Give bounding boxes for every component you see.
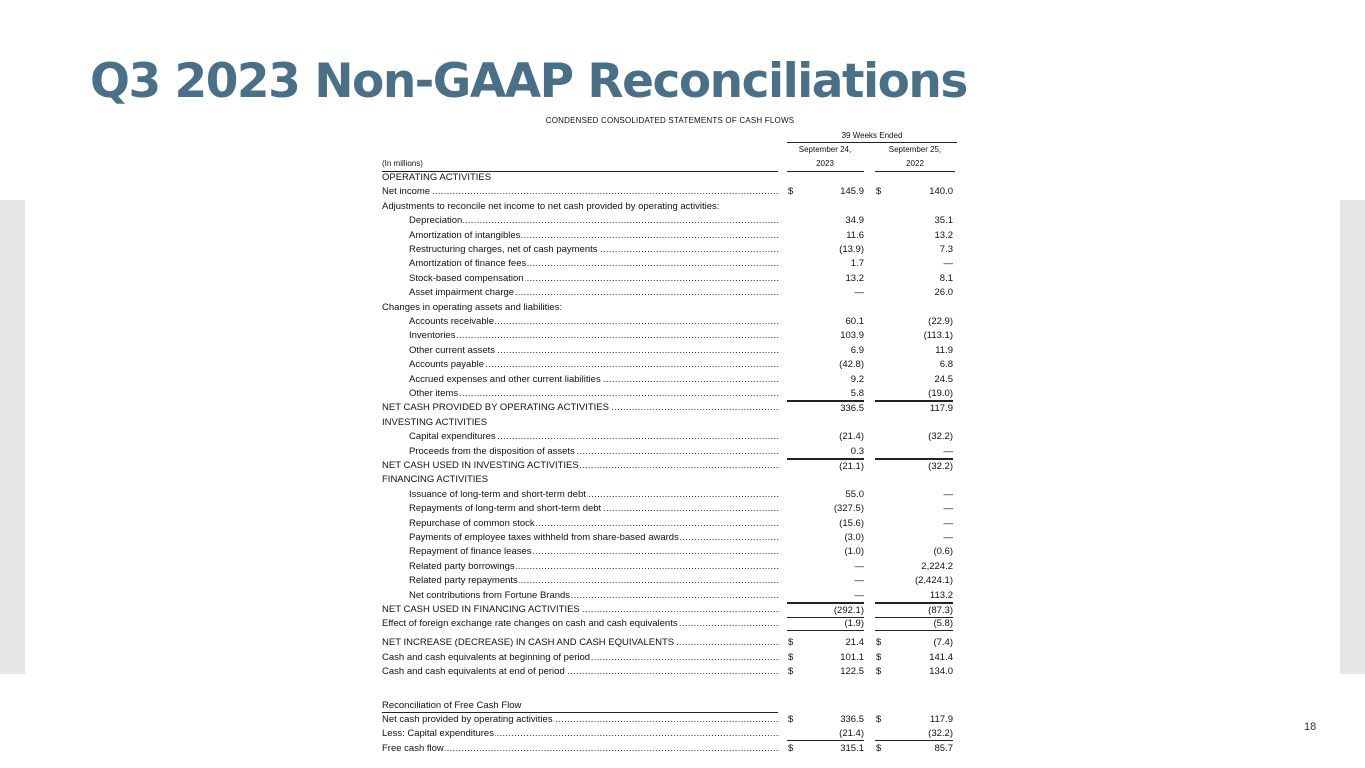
value-2022: 113.2 — [875, 589, 953, 603]
fcf-title: Reconciliation of Free Cash Flow — [382, 700, 522, 711]
currency-symbol: $ — [876, 651, 882, 663]
value-2023: 122.5 — [840, 666, 864, 678]
value-2022: 117.9 — [929, 714, 953, 725]
value-2023: 34.9 — [845, 215, 864, 227]
currency-symbol: $ — [788, 742, 794, 754]
statement-row — [382, 531, 958, 545]
fcf-row — [382, 727, 958, 741]
row-label-text: Effect of foreign exchange rate changes on cash and cash equivalents — [382, 618, 678, 630]
row-label-text: Net contributions from Fortune Brands — [409, 589, 571, 601]
currency-symbol: $ — [876, 742, 882, 754]
row-label — [382, 727, 780, 741]
value-2022 — [875, 473, 953, 487]
value-2023: 145.9 — [840, 186, 864, 198]
slide-title: Q3 2023 Non-GAAP Reconciliations — [90, 54, 967, 109]
statement-row — [382, 200, 958, 214]
value-2023: — — [854, 560, 864, 572]
fcf-title-row — [382, 699, 958, 713]
value-2022 — [875, 301, 953, 315]
value-2022 — [875, 171, 953, 185]
value-2023: 5.8 — [787, 387, 864, 401]
value-2023: 0.3 — [787, 445, 864, 459]
value-2022: 2,224.2 — [921, 560, 953, 572]
row-label — [409, 329, 780, 343]
row-label-text: Net income — [382, 186, 431, 198]
value-2023: (15.6) — [839, 517, 864, 529]
value-2023: 55.0 — [845, 488, 864, 500]
currency-symbol: $ — [876, 714, 882, 725]
row-label-text: Repayments of long-term and short-term debt — [409, 503, 602, 515]
value-2022: 134.0 — [929, 666, 953, 678]
value-2022: (5.8) — [875, 617, 953, 631]
units-label: (In millions) — [382, 159, 423, 168]
currency-symbol: $ — [876, 637, 882, 649]
row-label — [409, 488, 780, 502]
statement-row — [382, 603, 958, 617]
row-label-text: Less: Capital expenditures — [382, 728, 494, 740]
row-label — [409, 344, 780, 358]
value-2023: 11.6 — [846, 229, 864, 241]
currency-symbol: $ — [788, 637, 794, 649]
statement-row — [382, 651, 958, 665]
value-2023: — — [854, 575, 864, 587]
currency-symbol: $ — [788, 186, 794, 198]
value-2022: (0.6) — [933, 546, 953, 558]
row-label — [382, 603, 780, 617]
value-2023: 13.2 — [845, 272, 864, 284]
currency-symbol: $ — [876, 666, 882, 678]
row-label-text: Repurchase of common stock — [409, 517, 535, 529]
row-label-text: Related party repayments — [409, 575, 518, 587]
value-2022: 141.4 — [929, 651, 953, 663]
row-label-text: Accrued expenses and other current liabilities — [409, 373, 601, 385]
statement-row — [382, 229, 958, 243]
statement-row — [382, 286, 958, 300]
row-label — [382, 401, 780, 415]
row-label — [382, 200, 780, 214]
statement-row — [382, 502, 958, 516]
value-2023: 101.1 — [840, 651, 864, 663]
currency-symbol: $ — [788, 666, 794, 678]
statement-row — [382, 430, 958, 444]
statement-row — [382, 329, 958, 343]
statement-row — [382, 301, 958, 315]
row-label-text: Amortization of intangibles — [409, 229, 521, 241]
row-label-text: OPERATING ACTIVITIES — [382, 172, 492, 183]
statement-row — [382, 214, 958, 228]
row-label-text: NET CASH USED IN INVESTING ACTIVITIES — [382, 460, 579, 471]
statement-row — [382, 459, 958, 473]
col1-date-header: September 24, — [798, 145, 852, 154]
row-label — [382, 617, 780, 631]
fcf-row — [382, 742, 958, 756]
value-2022: — — [943, 532, 953, 543]
row-label — [382, 742, 780, 756]
row-label-text: Accounts payable — [409, 359, 484, 371]
statement-row — [382, 315, 958, 329]
value-2023: (13.9) — [839, 244, 864, 255]
value-2023: (1.0) — [844, 546, 864, 558]
col1-year-header: 2023 — [816, 159, 834, 168]
value-2022: (113.1) — [923, 330, 953, 342]
row-label — [409, 286, 780, 300]
period-header: 39 Weeks Ended — [841, 131, 903, 140]
row-label-text: Cash and cash equivalents at end of period — [382, 666, 565, 678]
value-2023: — — [854, 287, 864, 299]
row-label — [382, 416, 780, 430]
row-label — [382, 459, 780, 473]
row-label-text: Repayment of finance leases — [409, 546, 532, 558]
value-2023: (42.8) — [839, 359, 864, 371]
value-2022: 11.9 — [935, 344, 953, 356]
statement-row — [382, 243, 958, 257]
value-2023 — [787, 301, 864, 315]
row-label — [409, 214, 780, 228]
row-label-text: Depreciation — [409, 215, 463, 227]
value-2022: 35.1 — [934, 215, 953, 227]
value-2022: (22.9) — [928, 316, 953, 327]
value-2022 — [875, 416, 953, 430]
statement-row — [382, 589, 958, 603]
statement-row — [382, 401, 958, 415]
value-2023 — [787, 200, 864, 214]
row-label-text: INVESTING ACTIVITIES — [382, 416, 488, 428]
page-number: 18 — [1304, 721, 1317, 733]
value-2022: (7.4) — [933, 637, 953, 649]
statement-row — [382, 560, 958, 574]
row-label — [382, 713, 780, 727]
row-label — [409, 430, 780, 444]
col2-year-header: 2022 — [906, 159, 924, 168]
fcf-row — [382, 713, 958, 727]
row-label — [382, 651, 780, 665]
row-label — [409, 373, 780, 387]
row-label — [409, 257, 780, 271]
statement-row — [382, 617, 958, 631]
row-label — [409, 589, 780, 603]
statement-row — [382, 358, 958, 372]
row-label-text: Capital expenditures — [409, 431, 496, 443]
row-label-text: FINANCING ACTIVITIES — [382, 474, 489, 486]
statement-row — [382, 387, 958, 401]
value-2023 — [787, 473, 864, 487]
value-2023: 60.1 — [845, 316, 864, 327]
row-label-text: Issuance of long-term and short-term debt — [409, 488, 586, 500]
row-label-text: Adjustments to reconcile net income to net cash provided by operating activities: — [382, 200, 720, 212]
statement-row — [382, 636, 958, 650]
row-label-text: Payments of employee taxes withheld from share-based awards — [409, 532, 679, 543]
row-label-text: Net cash provided by operating activities — [382, 714, 553, 725]
value-2022: 85.7 — [934, 742, 953, 754]
value-2023: 9.2 — [850, 373, 864, 385]
statement-row — [382, 574, 958, 588]
value-2022: — — [943, 258, 953, 270]
value-2022: 117.9 — [875, 401, 953, 416]
value-2022: — — [875, 445, 953, 459]
value-2023: (21.4) — [839, 431, 864, 443]
value-2023: — — [787, 589, 864, 603]
statement-row — [382, 416, 958, 430]
statement-row — [382, 344, 958, 358]
row-label — [409, 358, 780, 372]
value-2022: 6.8 — [939, 359, 953, 371]
statement-row — [382, 257, 958, 271]
row-label — [409, 517, 780, 531]
value-2023: 21.4 — [845, 637, 864, 649]
row-label — [409, 445, 780, 459]
value-2023: 336.5 — [787, 401, 864, 416]
row-label-text: Cash and cash equivalents at beginning of period — [382, 651, 591, 663]
value-2023: (3.0) — [844, 532, 864, 543]
statement-title: CONDENSED CONSOLIDATED STATEMENTS OF CASH FLOWS — [545, 116, 795, 125]
col2-date-header: September 25, — [888, 145, 942, 154]
row-label-text: Changes in operating assets and liabilities: — [382, 301, 563, 313]
row-label-text: NET CASH USED IN FINANCING ACTIVITIES — [382, 604, 580, 615]
left-side-band — [0, 200, 25, 674]
statement-row — [382, 473, 958, 487]
value-2022: — — [943, 488, 953, 500]
value-2022 — [875, 200, 953, 214]
row-label — [409, 560, 780, 574]
value-2023: 6.9 — [850, 344, 864, 356]
row-label-text: NET INCREASE (DECREASE) IN CASH AND CASH EQUIVALENTS — [382, 637, 675, 649]
statement-row — [382, 185, 958, 199]
value-2023: (327.5) — [833, 503, 864, 515]
value-2023: (21.4) — [787, 727, 864, 741]
statement-row — [382, 665, 958, 679]
row-label — [409, 229, 780, 243]
currency-symbol: $ — [876, 186, 882, 198]
row-label-text: Accounts receivable — [409, 316, 495, 327]
row-label — [382, 301, 780, 315]
row-label-text: Free cash flow — [382, 742, 444, 754]
value-2022: 7.3 — [939, 244, 953, 255]
row-label — [382, 473, 780, 487]
statement-row — [382, 545, 958, 559]
right-side-band — [1340, 200, 1365, 674]
row-label — [409, 531, 780, 545]
value-2023: (1.9) — [787, 617, 864, 631]
value-2022: 140.0 — [929, 186, 953, 198]
row-label-text: Other items — [409, 388, 459, 399]
statement-row — [382, 445, 958, 459]
row-label-text: Other current assets — [409, 344, 496, 356]
row-label — [409, 545, 780, 559]
statement-row — [382, 517, 958, 531]
value-2023: 315.1 — [840, 742, 864, 754]
row-label — [382, 171, 780, 185]
row-label — [409, 574, 780, 588]
value-2023 — [787, 171, 864, 185]
value-2022: 8.1 — [939, 272, 953, 284]
value-2023: (21.1) — [787, 459, 864, 474]
statement-row — [382, 272, 958, 286]
row-label — [409, 502, 780, 516]
value-2022: — — [943, 503, 953, 515]
value-2023 — [787, 416, 864, 430]
value-2022: 26.0 — [934, 287, 953, 299]
value-2022: (32.2) — [875, 459, 953, 474]
value-2023: 336.5 — [840, 714, 864, 725]
value-2023: 1.7 — [850, 258, 864, 270]
row-label — [409, 315, 780, 329]
value-2022: 24.5 — [934, 373, 953, 385]
row-label-text: Restructuring charges, net of cash payments — [409, 244, 598, 255]
value-2022: 13.2 — [934, 229, 953, 241]
currency-symbol: $ — [788, 714, 794, 725]
row-label-text: Proceeds from the disposition of assets — [409, 445, 575, 457]
row-label — [409, 243, 780, 257]
value-2022: (19.0) — [875, 387, 953, 401]
value-2023: 103.9 — [840, 330, 864, 342]
value-2022: — — [943, 517, 953, 529]
statement-row — [382, 373, 958, 387]
row-label-text: Inventories — [409, 330, 456, 342]
value-2023: (292.1) — [787, 603, 864, 618]
row-label-text: Asset impairment charge — [409, 287, 515, 299]
row-label — [409, 272, 780, 286]
currency-symbol: $ — [788, 651, 794, 663]
statement-row — [382, 488, 958, 502]
value-2022: (32.2) — [928, 431, 953, 443]
row-label — [382, 665, 780, 679]
row-label-text: NET CASH PROVIDED BY OPERATING ACTIVITIES — [382, 402, 609, 414]
row-label-text: Stock-based compensation — [409, 272, 524, 284]
row-label-text: Related party borrowings — [409, 560, 515, 572]
row-label — [382, 185, 780, 199]
row-label — [409, 387, 780, 401]
row-label — [382, 636, 780, 650]
statement-row — [382, 171, 958, 185]
value-2022: (2,424.1) — [914, 575, 953, 587]
value-2022: (32.2) — [875, 727, 953, 741]
value-2022: (87.3) — [875, 603, 953, 618]
row-label-text: Amortization of finance fees — [409, 258, 527, 270]
